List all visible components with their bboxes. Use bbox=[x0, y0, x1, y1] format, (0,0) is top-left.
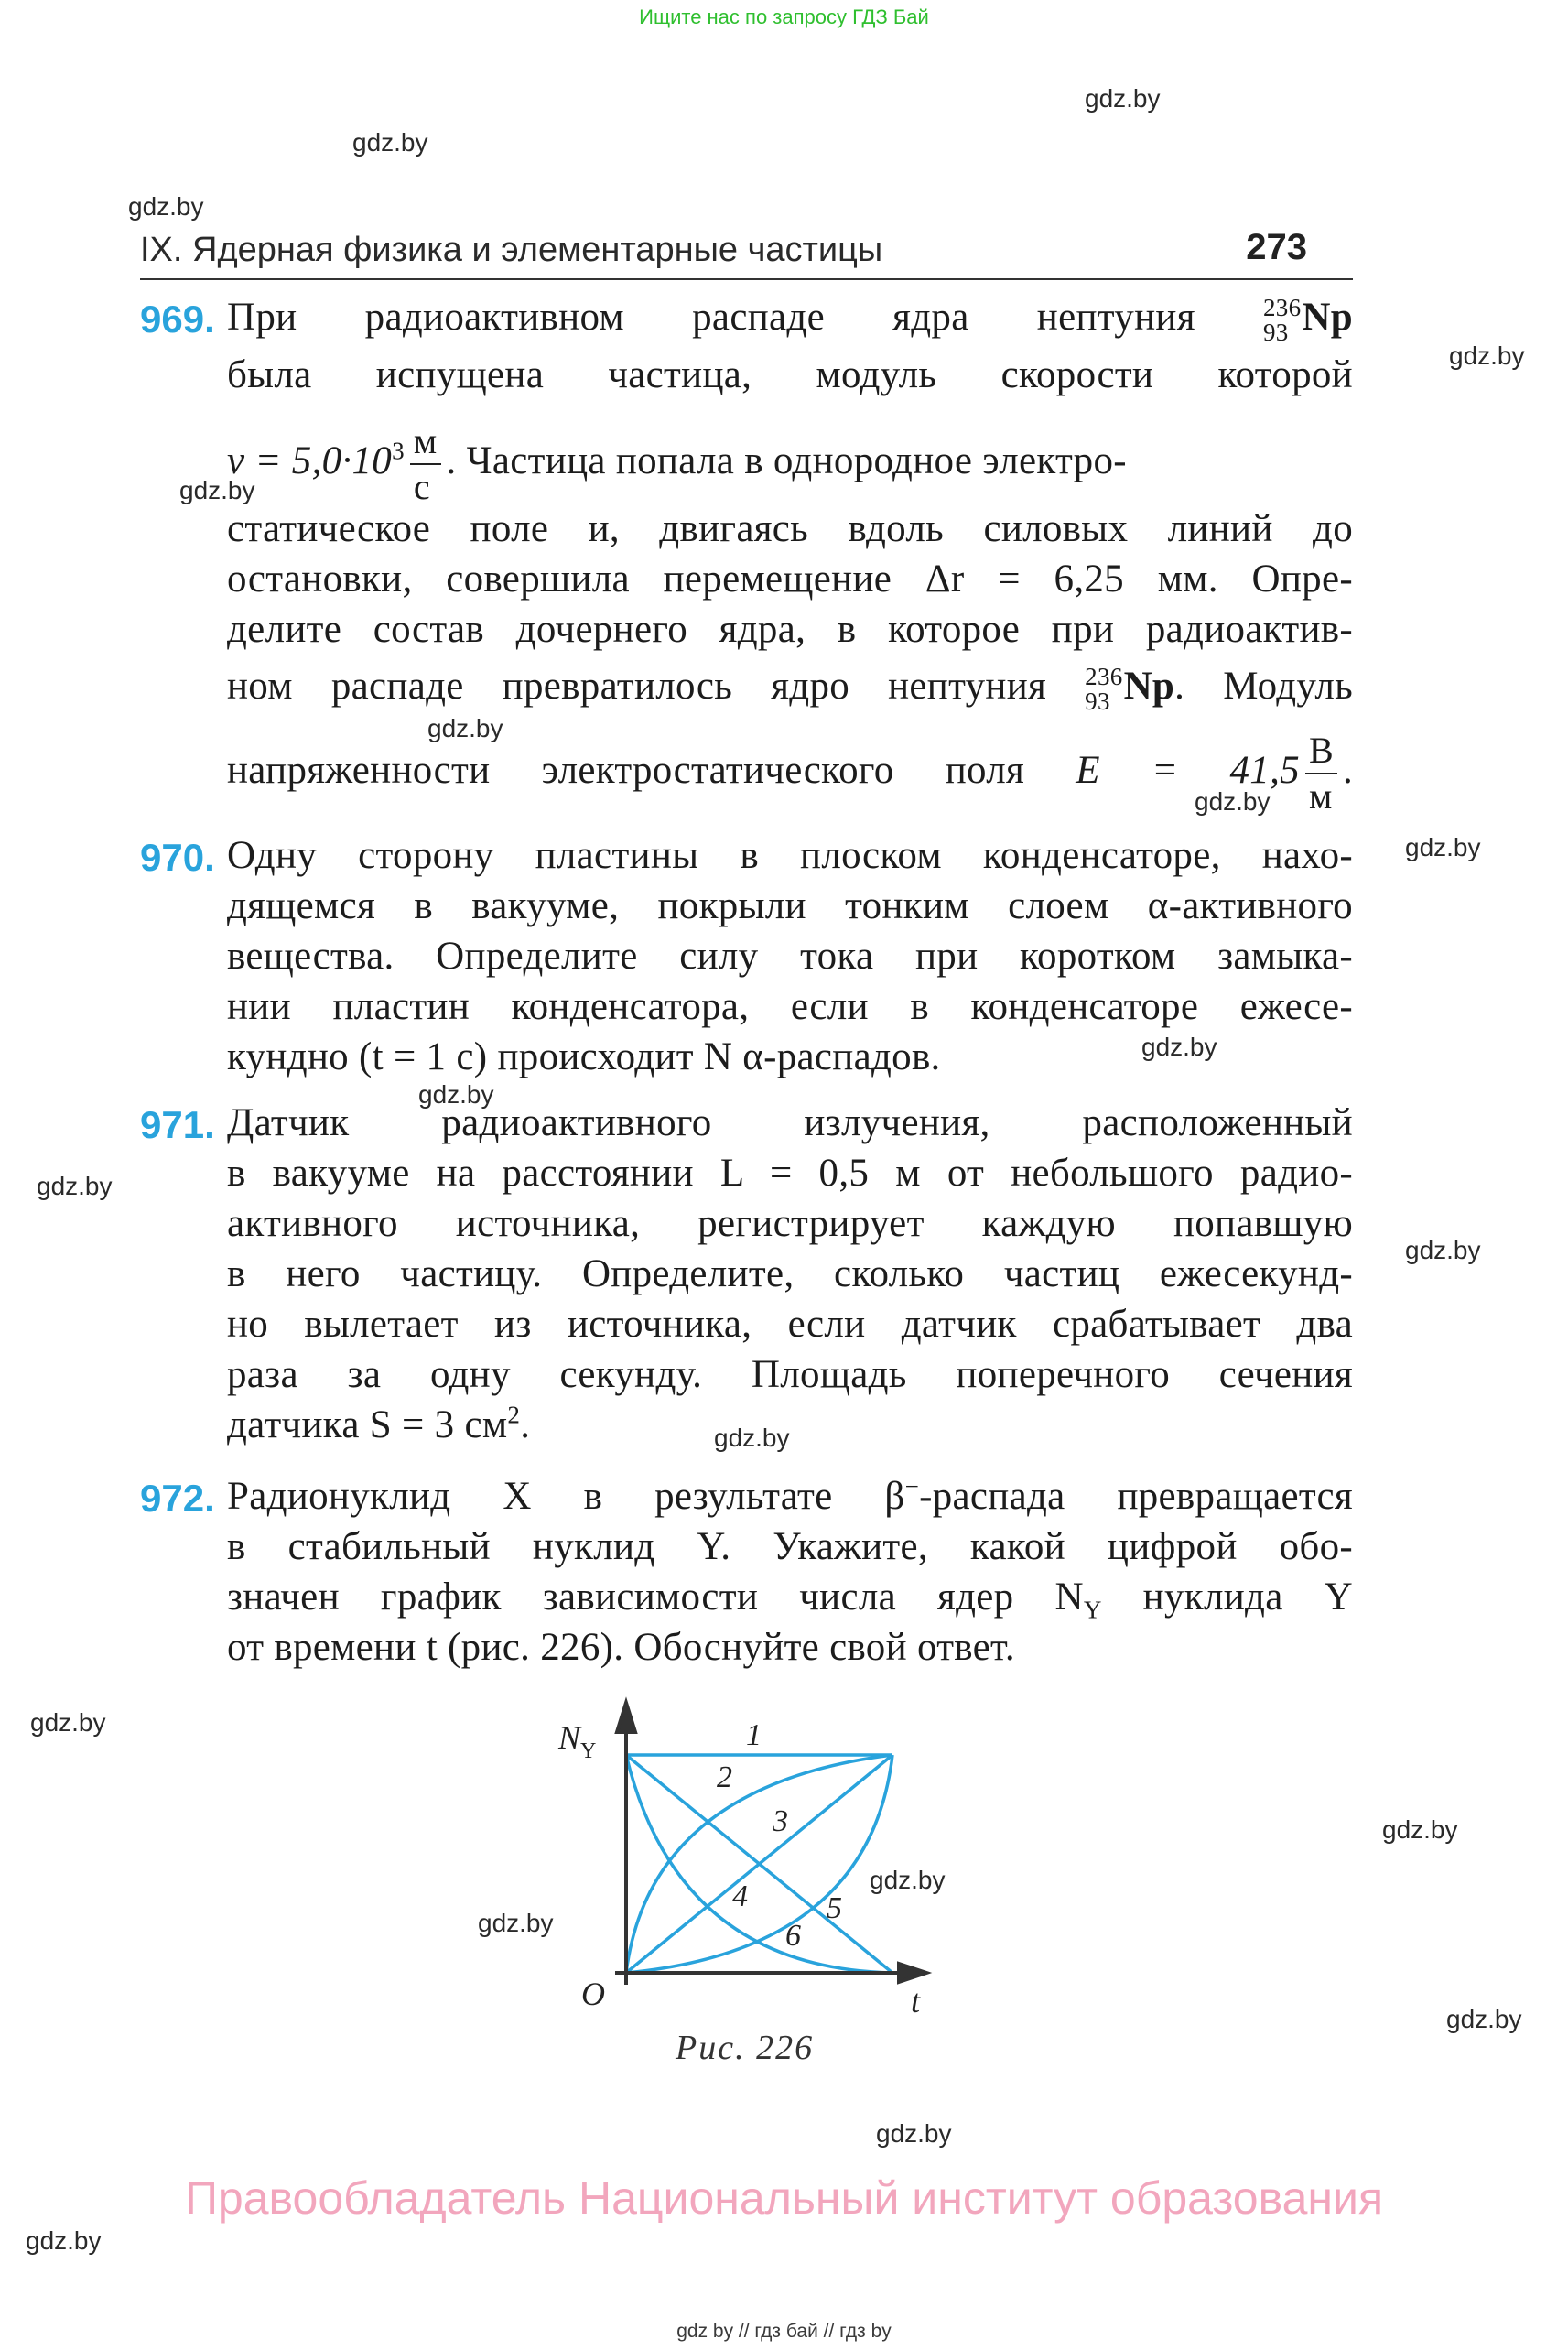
watermark: gdz.by bbox=[128, 192, 204, 221]
watermark: gdz.by bbox=[37, 1172, 113, 1200]
curve-label-5: 5 bbox=[827, 1891, 842, 1925]
problem-number: 972. bbox=[140, 1477, 215, 1520]
top-note: Ищите нас по запросу ГДЗ Бай bbox=[639, 5, 929, 28]
page-number: 273 bbox=[1246, 227, 1307, 267]
page-header bbox=[140, 227, 1353, 280]
problem-969-line: При радиоактивном распаде ядра нептуния 236 93 Np bbox=[227, 294, 1353, 347]
curve-label-1: 1 bbox=[746, 1718, 762, 1752]
watermark: gdz.by bbox=[714, 1424, 790, 1452]
watermark: gdz.by bbox=[1446, 2005, 1522, 2033]
watermark: gdz.by bbox=[1141, 1033, 1217, 1061]
watermark: gdz.by bbox=[427, 714, 503, 742]
problem-970-line: дящемся в вакууме, покрыли тонким слоем α-активного bbox=[227, 884, 1353, 927]
watermark: gdz.by bbox=[352, 128, 428, 157]
x-axis-label: t bbox=[911, 1983, 921, 2020]
problem-971-line: в него частицу. Определите, сколько частиц ежесекунд- bbox=[227, 1252, 1353, 1295]
origin-label: O bbox=[581, 1976, 605, 2012]
watermark: gdz.by bbox=[876, 2119, 952, 2148]
problem-972-line: значен график зависимости числа ядер $N_Y$ нуклида Y bbox=[227, 1576, 1354, 1624]
problem-970-line: нии пластин конденсатора, если в конденсаторе ежесе- bbox=[227, 985, 1353, 1028]
velocity-unit: $\frac{м}{с}$ bbox=[410, 423, 441, 505]
figure-226 bbox=[540, 1694, 943, 2032]
problem-971-line: датчика S = 3 $см^2$. bbox=[227, 1401, 531, 1446]
curve-label-2: 2 bbox=[717, 1760, 732, 1794]
nuclide-index: 236 93 bbox=[1085, 663, 1123, 716]
problem-972-line: в стабильный нуклид Y. Укажите, какой цифрой обо- bbox=[227, 1525, 1353, 1568]
problem-972-line: Радионуклид X в результате β−-распада превращается bbox=[227, 1472, 1353, 1518]
problem-972-line: от времени t (рис. 226). Обоснуйте свой ответ. bbox=[227, 1626, 1015, 1669]
copyright-footer: Правообладатель Национальный институт образования bbox=[184, 2172, 1384, 2224]
problem-969-line: $v = 5,0\cdot 10^3$ $\frac{м}{с}$ . Частица попала в однородное электро- bbox=[227, 420, 1127, 507]
problem-969-line: делите состав дочернего ядра, в которое при радиоактив- bbox=[227, 608, 1353, 651]
problem-969-line: напряженности электростатического поля E = 41,5 $\frac{В}{м}$ . bbox=[227, 730, 1353, 817]
problem-969-line: ном распаде превратилось ядро нептуния 236 93 Np. Модуль bbox=[227, 663, 1353, 716]
watermark: gdz.by bbox=[1449, 341, 1525, 370]
watermark: gdz.by bbox=[478, 1909, 554, 1937]
field-unit: $\frac{В}{м}$ bbox=[1305, 732, 1337, 815]
watermark: gdz.by bbox=[26, 2226, 102, 2255]
problem-969-line: статическое поле и, двигаясь вдоль силовых линий до bbox=[227, 507, 1353, 550]
watermark: gdz.by bbox=[870, 1866, 946, 1894]
problem-number: 971. bbox=[140, 1103, 215, 1146]
curve-label-4: 4 bbox=[732, 1879, 748, 1913]
x-axis-arrow bbox=[899, 1964, 926, 1982]
problem-970-line: вещества. Определите силу тока при коротком замыка- bbox=[227, 935, 1353, 978]
curve-label-6: 6 bbox=[785, 1919, 801, 1953]
watermark: gdz.by bbox=[418, 1080, 494, 1109]
velocity-formula: v = 5,0·10 bbox=[227, 439, 393, 482]
problem-971-line: Датчик радиоактивного излучения, расположенный bbox=[227, 1101, 1353, 1144]
problem-971-line: активного источника, регистрирует каждую попавшую bbox=[227, 1202, 1353, 1245]
figure-caption: Рис. 226 bbox=[676, 2029, 815, 2067]
watermark: gdz.by bbox=[1085, 84, 1161, 113]
watermark: gdz.by bbox=[30, 1708, 106, 1737]
problem-970-line: кундно (t = 1 с) происходит N α-распадов. bbox=[227, 1035, 941, 1078]
bottom-note: gdz by // гдз бай // гдз by bbox=[676, 2321, 892, 2342]
y-axis-label: $N_Y$ bbox=[558, 1719, 597, 1763]
problem-970-line: Одну сторону пластины в плоском конденсаторе, нахо- bbox=[227, 834, 1353, 877]
watermark: gdz.by bbox=[179, 476, 255, 504]
watermark: gdz.by bbox=[1195, 787, 1271, 816]
curve-label-3: 3 bbox=[773, 1804, 788, 1838]
problem-971-line: в вакууме на расстоянии L = 0,5 м от небольшого радио- bbox=[227, 1152, 1353, 1195]
section-title: IX. Ядерная физика и элементарные частицы bbox=[140, 231, 883, 269]
problem-969-line: остановки, совершила перемещение Δr = 6,25 мм. Опре- bbox=[227, 558, 1353, 601]
watermark: gdz.by bbox=[1405, 1236, 1481, 1264]
y-axis-arrow bbox=[617, 1703, 635, 1732]
problem-number: 969. bbox=[140, 298, 215, 341]
problem-969-line: была испущена частица, модуль скорости которой bbox=[227, 353, 1353, 396]
field-formula: E = 41,5 bbox=[1076, 748, 1300, 792]
problem-971-line: раза за одну секунду. Площадь поперечного сечения bbox=[227, 1353, 1353, 1396]
problem-number: 970. bbox=[140, 836, 215, 879]
watermark: gdz.by bbox=[1405, 833, 1481, 861]
nuclide-index: 236 93 bbox=[1263, 294, 1302, 347]
decay-curves bbox=[626, 1755, 892, 1973]
problem-971-line: но вылетает из источника, если датчик срабатывает два bbox=[227, 1303, 1353, 1346]
watermark: gdz.by bbox=[1382, 1815, 1458, 1844]
